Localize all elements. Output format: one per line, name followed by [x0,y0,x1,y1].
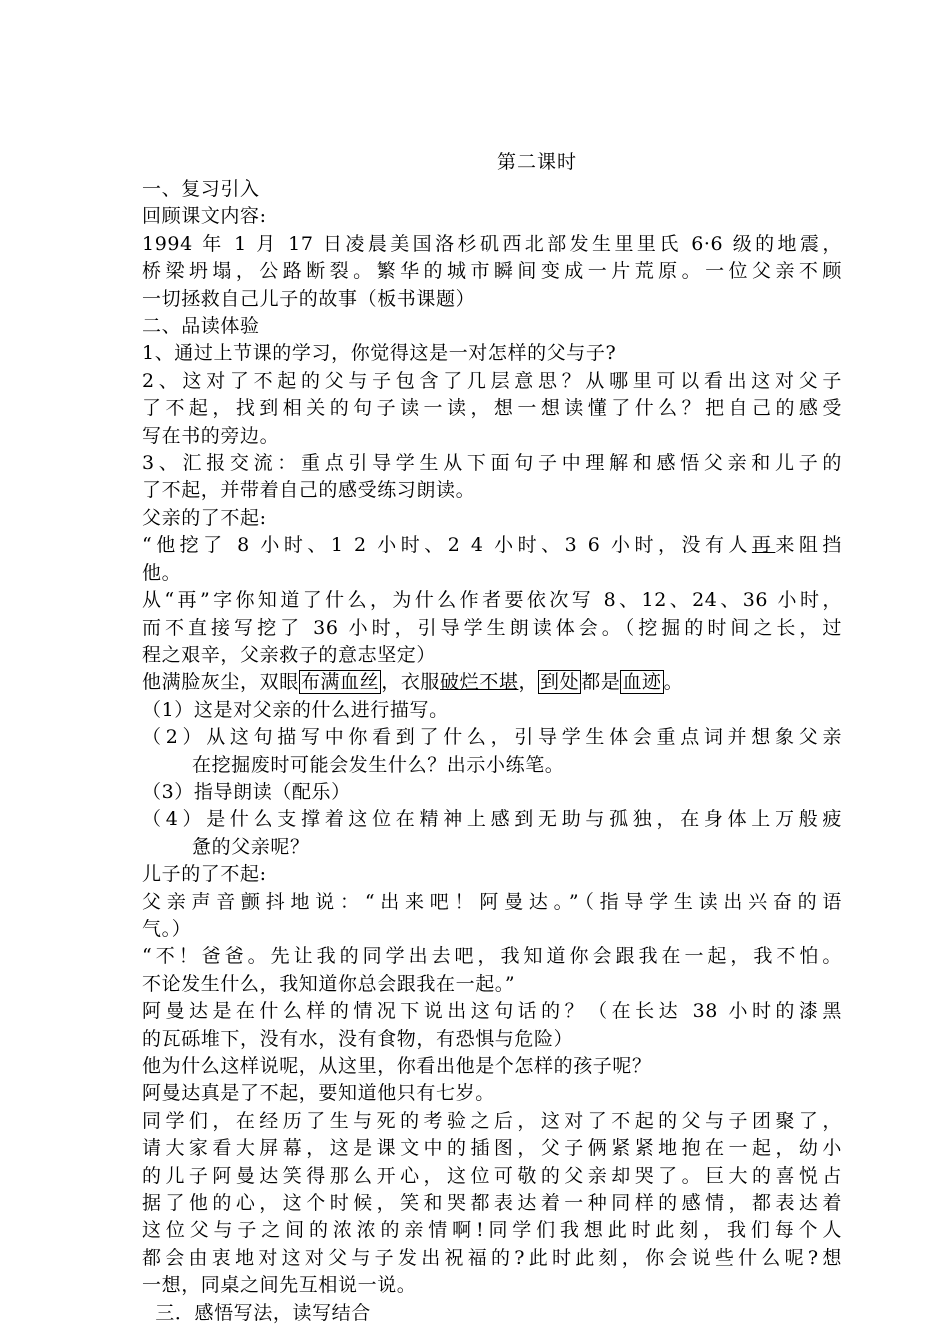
list-item: （1）这是对父亲的什么进行描写。 [142,698,449,721]
paragraph-line: 父亲声音颤抖地说：“出来吧！阿曼达。”（指导学生读出兴奋的语 [142,890,842,913]
paragraph-line: 2、这对了不起的父与子包含了几层意思？从哪里可以看出这对父子 [142,369,842,392]
quote-line [142,532,842,559]
paragraph-line: 一切拯救自己儿子的故事（板书课题） [142,287,476,310]
paragraph-line: 他。 [142,561,182,584]
paragraph-line: 同学们，在经历了生与死的考验之后，这对了不起的父与子团聚了， [142,1109,842,1132]
underlined-word: 再 [751,534,776,557]
highlighted-sentence [142,669,842,696]
page-title: 第二课时 [496,151,577,173]
quote-text: “他挖了 8 小时、1 2 小时、2 4 小时、3 6 小时，没有人 [142,534,752,557]
paragraph-line: 1、通过上节课的学习，你觉得这是一对怎样的父与子? [142,342,617,365]
paragraph-line: 从“再”字你知道了什么，为什么作者要依次写 8、12、24、36 小时， [142,589,842,612]
list-item-continuation: 惫的父亲呢？ [192,835,310,858]
boxed-word: 到处 [540,671,580,694]
quote-text: 来阻挡 [775,534,842,557]
section-heading: 一、复习引入 [142,178,260,200]
paragraph-line: 了不起，找到相关的句子读一读，想一想读懂了什么？把自己的感受 [142,397,842,420]
paragraph-line: 气。） [142,917,192,940]
paragraph-line: 一想，同桌之间先互相说一说。 [142,1274,417,1297]
paragraph-line: 阿曼达真是了不起，要知道他只有七岁。 [142,1082,495,1105]
paragraph-line: 的瓦砾堆下，没有水，没有食物，有恐惧与危险） [142,1027,574,1050]
sentence-text: 他满脸灰尘，双眼 [142,671,299,694]
paragraph-line: 这位父与子之间的浓浓的亲情啊!同学们我想此时此刻，我们每个人 [142,1219,842,1242]
paragraph-line: 回顾课文内容: [142,205,267,228]
subheading-son: 儿子的了不起: [142,863,267,886]
list-item: （3）指导朗读（配乐） [142,780,351,803]
paragraph-line: “不！爸爸。先让我的同学出去吧，我知道你会跟我在一起，我不怕。 [142,945,842,968]
paragraph-line: 不论发生什么，我知道你总会跟我在一起。” [142,972,516,995]
paragraph-line: 据了他的心，这个时候，笑和哭都表达着一种同样的感情，都表达着 [142,1192,842,1215]
paragraph-line: 而不直接写挖了 36 小时，引导学生朗读体会。（挖掘的时间之长，过 [142,616,842,639]
subheading-father: 父亲的了不起: [142,506,267,529]
paragraph-line: 桥梁坍塌，公路断裂。繁华的城市瞬间变成一片荒原。一位父亲不顾 [142,260,842,283]
boxed-word: 布满血丝 [300,671,380,694]
underlined-word: 破烂不堪 [440,671,519,694]
paragraph-line: 了不起，并带着自己的感受练习朗读。 [142,479,476,502]
sentence-text: ， [518,671,539,694]
section-heading: 三．感悟写法，读写结合 [142,1301,371,1324]
paragraph-line: 他为什么这样说呢，从这里，你看出他是个怎样的孩子呢？ [142,1055,652,1077]
paragraph-line: 的儿子阿曼达笑得那么开心，这位可敬的父亲却哭了。巨大的喜悦占 [142,1164,842,1187]
sentence-text: ，衣服 [381,671,441,694]
list-item-continuation: 在挖掘废时可能会发生什么？出示小练笔。 [192,753,565,776]
boxed-word: 血迹 [622,671,662,694]
paragraph-line: 3、汇报交流：重点引导学生从下面句子中理解和感悟父亲和儿子的 [142,452,842,475]
paragraph-line: 阿曼达是在什么样的情况下说出这句话的？（在长达 38 小时的漆黑 [142,1000,842,1023]
list-item: （4）是什么支撑着这位在精神上感到无助与孤独，在身体上万般疲 [142,808,842,831]
list-item: （2）从这句描写中你看到了什么，引导学生体会重点词并想象父亲 [142,726,842,749]
sentence-text: 都是 [581,671,621,694]
paragraph-line: 都会由衷地对这对父与子发出祝福的?此时此刻，你会说些什么呢?想 [142,1246,842,1269]
sentence-text: 。 [663,671,684,694]
paragraph-line: 程之艰辛，父亲救子的意志坚定） [142,643,437,666]
section-heading: 二、品读体验 [142,315,260,338]
paragraph-line: 1994 年 1 月 17 日凌晨美国洛杉矶西北部发生里里氏 6·6 级的地震， [142,232,842,255]
paragraph-line: 请大家看大屏幕，这是课文中的插图，父子俩紧紧地抱在一起，幼小 [142,1137,842,1160]
paragraph-line: 写在书的旁边。 [142,424,280,447]
